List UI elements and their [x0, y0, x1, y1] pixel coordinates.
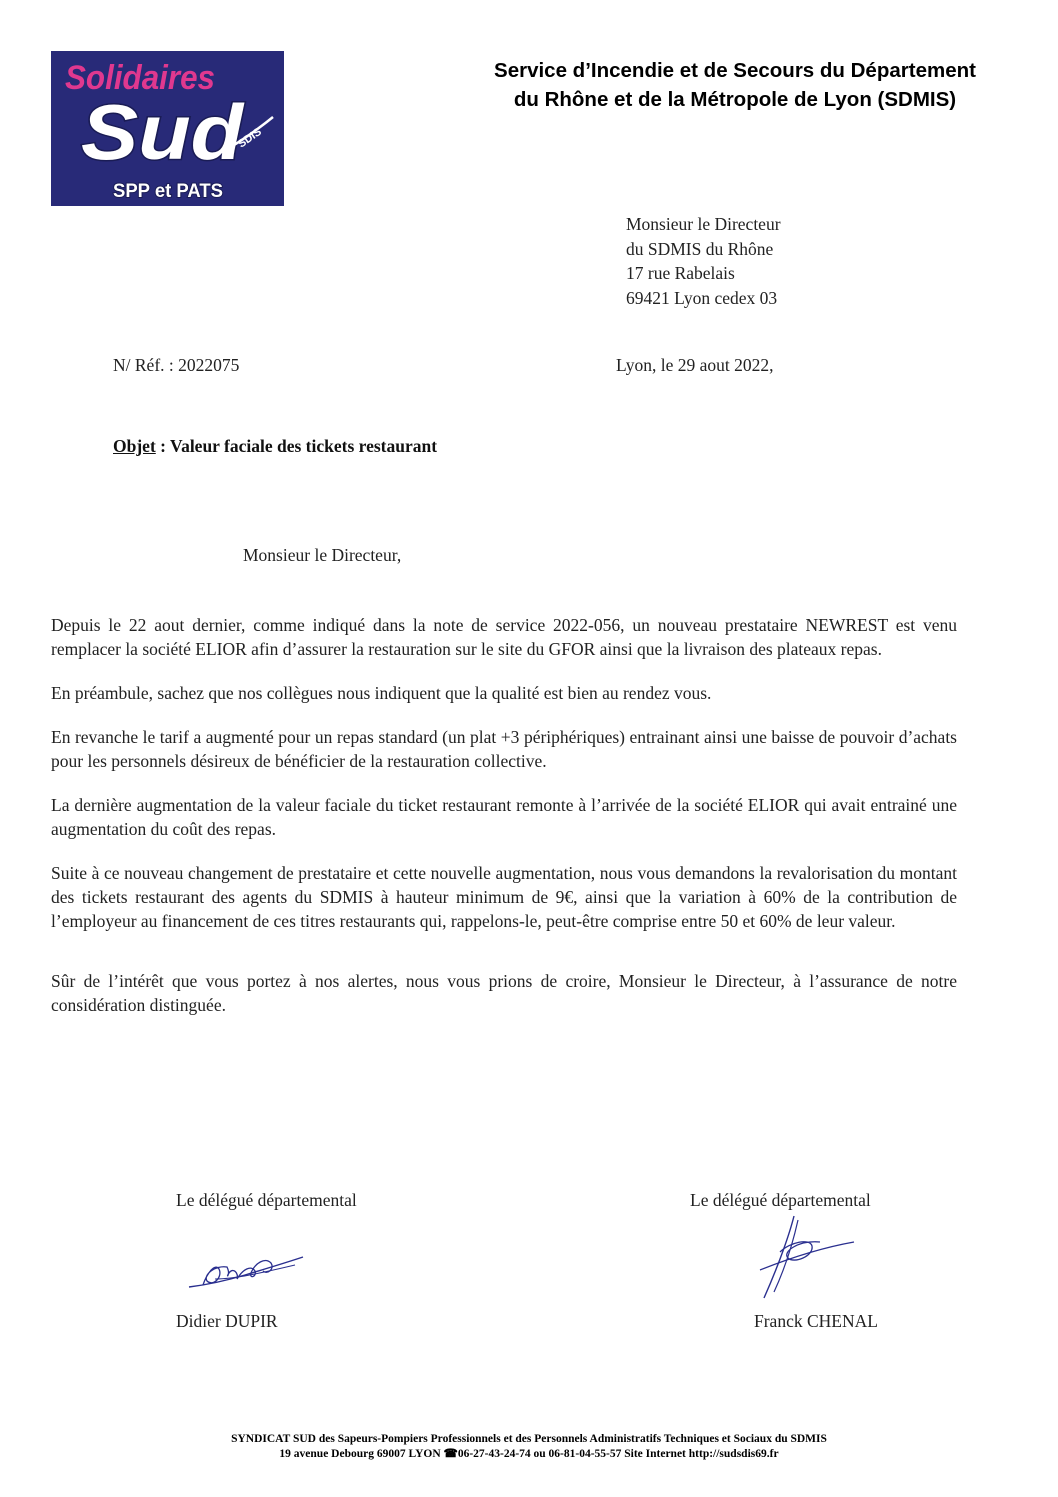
- signatory-title-left: Le délégué départemental: [176, 1190, 357, 1210]
- address-line: 69421 Lyon cedex 03: [626, 287, 778, 308]
- address-line: du SDMIS du Rhône: [626, 238, 774, 259]
- address-line: 17 rue Rabelais: [626, 263, 735, 283]
- body-paragraph: La dernière augmentation de la valeur faciale du ticket restaurant remonte à l’arrivée de la société ELIOR qui avait entrainé une augmentation du coût des repas.: [51, 795, 957, 839]
- logo-sub-text: SPP et PATS: [113, 181, 223, 202]
- body-paragraph: En revanche le tarif a augmenté pour un repas standard (un plat +3 périphériques) entrainant ainsi une baisse de pouvoir d’achats pour les personnels désireux de bénéficier de la restauration collective.: [51, 727, 957, 771]
- body-paragraph: Depuis le 22 aout dernier, comme indiqué dans la note de service 2022-056, un nouveau prestataire NEWREST est venu remplacer la société ELIOR afin d’assurer la restauration sur le site du GFOR ainsi que la livraison des plateaux repas.: [51, 615, 957, 659]
- signatory-name-left: Didier DUPIR: [176, 1311, 278, 1331]
- header-line-1: Service d’Incendie et de Secours du Département: [494, 59, 976, 82]
- subject-label: Objet: [113, 436, 156, 456]
- letter-body: [51, 613, 957, 1017]
- address-line: Monsieur le Directeur: [626, 214, 781, 234]
- header-line-2: du Rhône et de la Métropole de Lyon (SDMIS): [513, 88, 957, 111]
- organization-header: [440, 56, 1030, 114]
- letter-date: Lyon, le 29 aout 2022,: [616, 355, 774, 375]
- logo-brand-line: Solidaires: [65, 59, 215, 97]
- closing-paragraph: Sûr de l’intérêt que vous portez à nos alertes, nous vous prions de croire, Monsieur le Directeur, à l’assurance de notre considération distinguée.: [51, 971, 957, 1015]
- body-paragraph: Suite à ce nouveau changement de prestataire et cette nouvelle augmentation, nous vous demandons la revalorisation du montant des tickets restaurant des agents du SDMIS à hauteur minimum de 9€, ainsi que la variation à 60% de la contribution de l’employeur au financement de ces titres restaurants qui, rappelons-le, peut-être comprise entre 50 et 60% de leur valeur.: [51, 863, 957, 931]
- subject-line: [113, 436, 437, 457]
- logo-main-text: Sud: [81, 88, 245, 176]
- footer-line-1: SYNDICAT SUD des Sapeurs-Pompiers Professionnels et des Personnels Administratifs Techniques et Sociaux du SDMIS: [231, 1433, 827, 1445]
- salutation: Monsieur le Directeur,: [243, 545, 402, 565]
- reference-number: N/ Réf. : 2022075: [113, 355, 240, 375]
- subject-text: : Valeur faciale des tickets restaurant: [155, 436, 438, 456]
- signatory-title-right: Le délégué départemental: [690, 1190, 871, 1210]
- signatory-name-right: Franck CHENAL: [754, 1311, 878, 1331]
- footer-line-2: 19 avenue Debourg 69007 LYON ☎06-27-43-24-74 ou 06-81-04-55-57 Site Internet http://sudsdis69.fr: [279, 1448, 779, 1460]
- logo-graphic: [51, 51, 284, 206]
- body-paragraph: En préambule, sachez que nos collègues nous indiquent que la qualité est bien au rendez vous.: [51, 683, 712, 703]
- page-footer: [0, 1432, 1058, 1462]
- signature-image-right: [750, 1212, 860, 1307]
- signature-image-left: [185, 1245, 310, 1300]
- union-logo: [51, 51, 284, 206]
- logo-badge-text: SDIS: [235, 125, 264, 151]
- recipient-address: [626, 212, 781, 310]
